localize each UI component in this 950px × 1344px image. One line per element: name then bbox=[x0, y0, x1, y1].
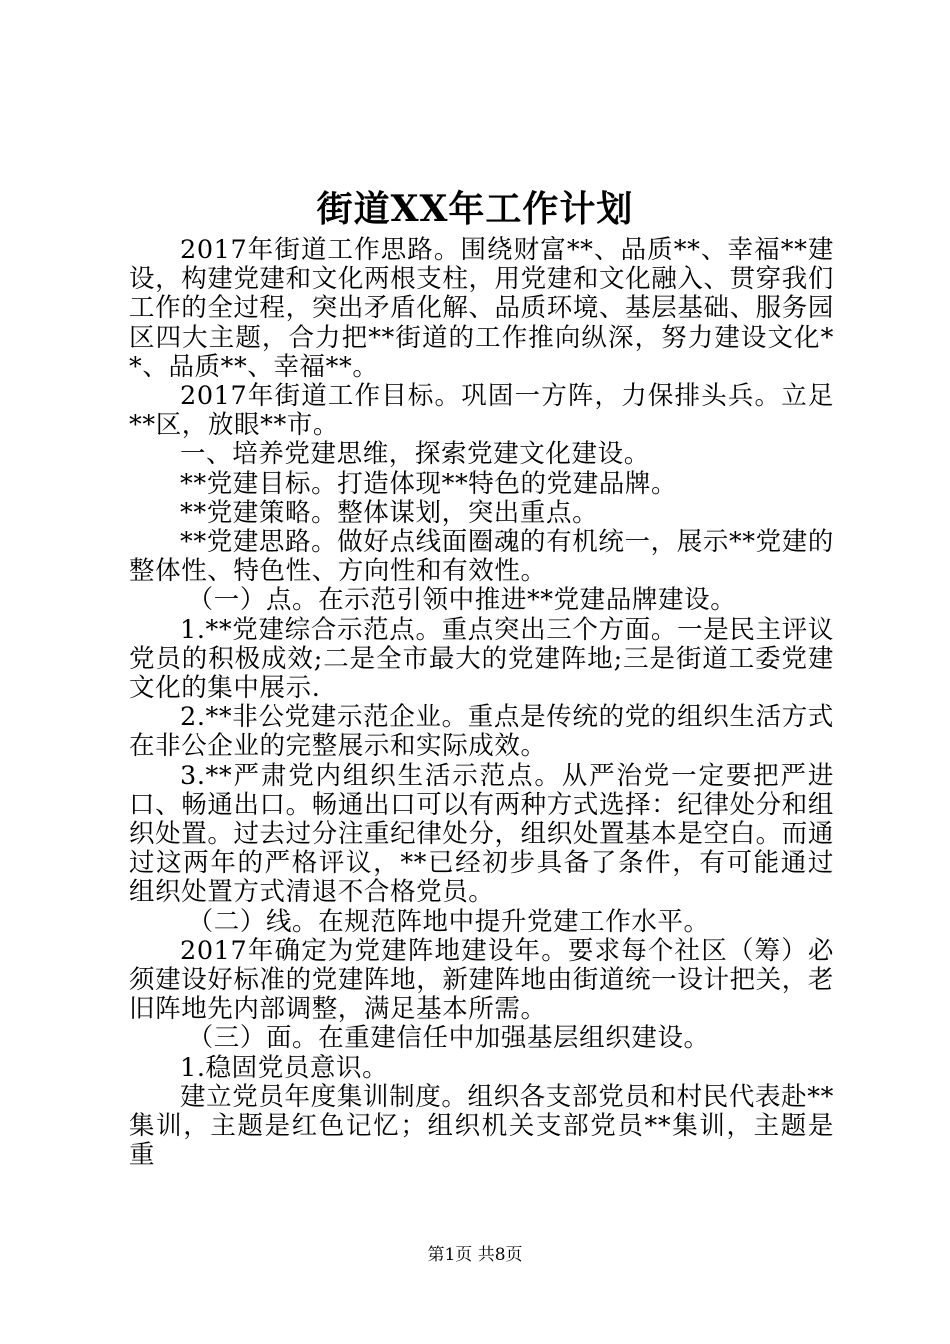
section-heading: 一、培养党建思维，探索党建文化建设。 bbox=[180, 439, 650, 470]
subsection-heading: （三）面。在重建信任中加强基层组织建设。 bbox=[187, 1023, 710, 1054]
paragraph: 2017年街道工作目标。巩固一方阵，力保排头兵。立足**区，放眼**市。 bbox=[129, 381, 834, 441]
paragraph: **党建策略。整体谋划，突出重点。 bbox=[180, 497, 599, 528]
paragraph: 3.**严肃党内组织生活示范点。从严治党一定要把严进口、畅通出口。畅通出口可以有两种方式选择：纪律处分和组织处置。过去过分注重纪律处分，组织处置基本是空白。而通过这两年的严格评议，**已经初步具备了条件，有可能通过组织处置方式清退不合格党员。 bbox=[129, 760, 834, 908]
paragraph: **党建目标。打造体现**特色的党建品牌。 bbox=[180, 468, 678, 499]
paragraph: 建立党员年度集训制度。组织各支部党员和村民代表赴**集训，主题是红色记忆；组织机关支部党员**集训，主题是重 bbox=[129, 1081, 834, 1171]
subsection-heading: （一）点。在示范引领中推进**党建品牌建设。 bbox=[187, 585, 737, 616]
paragraph: 2017年街道工作思路。围绕财富**、品质**、幸福**建设，构建党建和文化两根支柱，用党建和文化融入、贯穿我们工作的全过程，突出矛盾化解、品质环境、基层基础、服务园区四大主题，合力把**街道的工作推向纵深，努力建设文化**、品质**、幸福**。 bbox=[129, 235, 834, 382]
document-body bbox=[129, 236, 834, 1171]
paragraph: 1.**党建综合示范点。重点突出三个方面。一是民主评议党员的积极成效;二是全市最大的党建阵地;三是街道工委党建文化的集中展示. bbox=[129, 614, 834, 704]
paragraph: **党建思路。做好点线面圈魂的有机统一，展示**党建的整体性、特色性、方向性和有效性。 bbox=[129, 527, 834, 587]
page-number-footer: 第1页 共8页 bbox=[427, 1245, 523, 1265]
subsection-heading: （二）线。在规范阵地中提升党建工作水平。 bbox=[187, 906, 710, 937]
document-title: 街道XX年工作计划 bbox=[316, 188, 634, 230]
paragraph: 1.稳固党员意识。 bbox=[180, 1052, 389, 1083]
paragraph: 2.**非公党建示范企业。重点是传统的党的组织生活方式在非公企业的完整展示和实际成效。 bbox=[129, 702, 834, 762]
paragraph: 2017年确定为党建阵地建设年。要求每个社区（筹）必须建设好标准的党建阵地，新建阵地由街道统一设计把关，老旧阵地先内部调整，满足基本所需。 bbox=[129, 935, 834, 1025]
